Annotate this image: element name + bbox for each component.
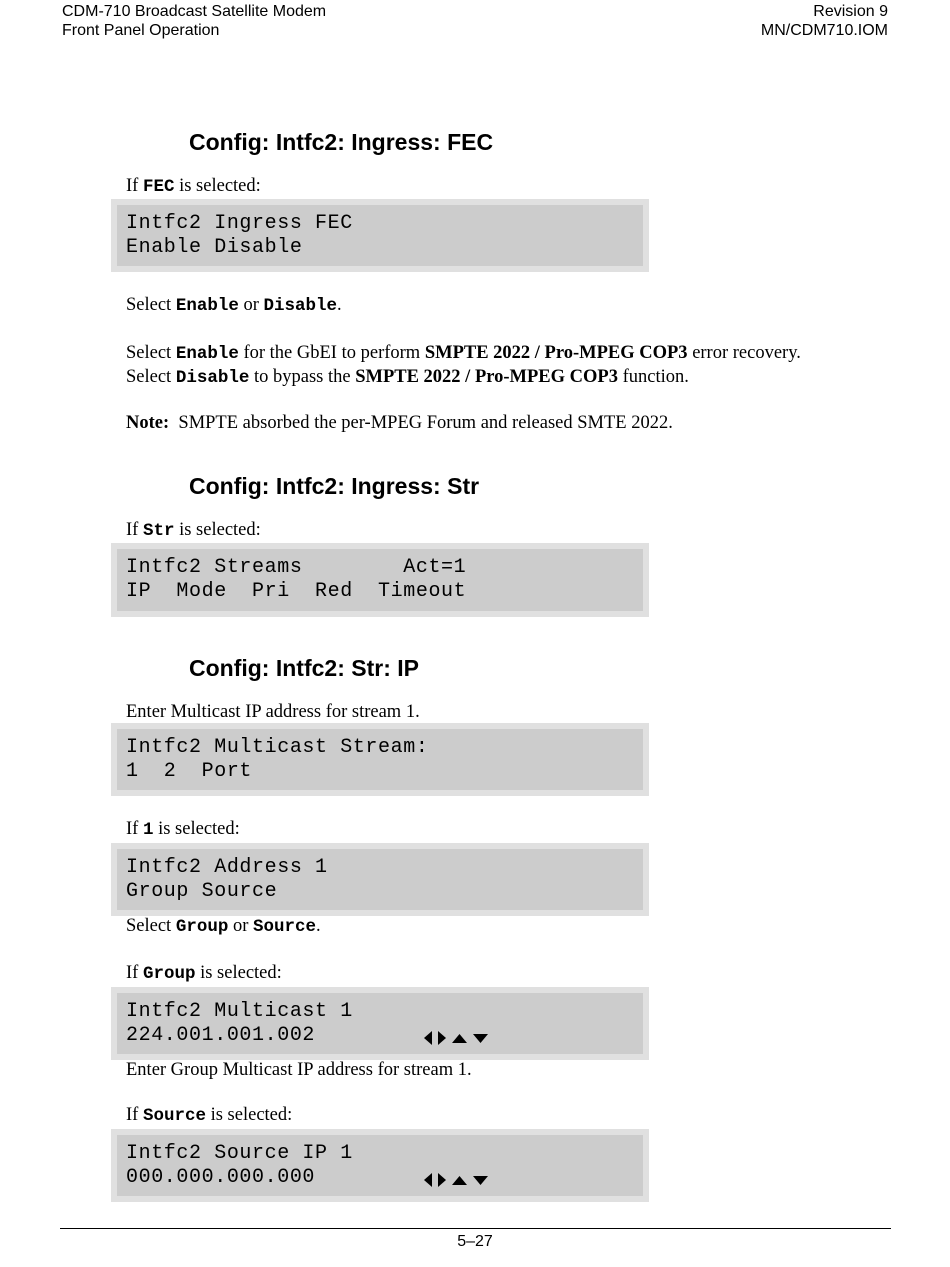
header-right [761, 2, 888, 40]
note-label: Note: [126, 413, 170, 433]
lcd-display-source-ip [111, 1129, 649, 1202]
header-revision: Revision 9 [813, 3, 888, 20]
fec-select-text: Select Enable or Disable. [126, 295, 342, 316]
lcd-display-streams [111, 543, 649, 617]
lcd-line-2: 000.000.000.000 [126, 1166, 316, 1189]
group-source-select-text: Select Group or Source. [126, 916, 321, 937]
up-arrow-icon [452, 1034, 467, 1043]
up-arrow-icon [452, 1176, 467, 1185]
down-arrow-icon [473, 1034, 488, 1043]
page-number: 5–27 [457, 1233, 493, 1250]
lcd-line-1: Intfc2 Streams Act=1 [126, 556, 467, 579]
lcd-line-2: 224.001.001.002 [126, 1024, 316, 1047]
down-arrow-icon [473, 1176, 488, 1185]
if-source-selected: If Source is selected: [126, 1105, 293, 1126]
lcd-line-2: IP Mode Pri Red Timeout [126, 580, 467, 603]
lcd-display-address [111, 843, 649, 916]
left-arrow-icon [424, 1173, 432, 1187]
arrow-keys [424, 1031, 488, 1045]
right-arrow-icon [438, 1173, 446, 1187]
header-left [62, 2, 326, 40]
header-doc-number: MN/CDM710.IOM [760, 22, 888, 39]
lcd-display-fec [111, 199, 649, 272]
lcd-line-1: Intfc2 Source IP 1 [126, 1142, 353, 1165]
lcd-line-2: Enable Disable [126, 236, 303, 259]
fec-intro: If FEC is selected: [126, 176, 261, 197]
right-arrow-icon [438, 1031, 446, 1045]
if-1-selected: If 1 is selected: [126, 819, 240, 840]
group-multicast-note: Enter Group Multicast IP address for stream 1. [126, 1060, 472, 1080]
left-arrow-icon [424, 1031, 432, 1045]
lcd-line-1: Intfc2 Address 1 [126, 856, 328, 879]
arrow-keys [424, 1173, 488, 1187]
header-section: Front Panel Operation [62, 22, 220, 39]
lcd-display-multicast-stream [111, 723, 649, 796]
section-title-fec: Config: Intfc2: Ingress: FEC [189, 129, 494, 155]
fec-disable-description: Select Disable to bypass the SMPTE 2022 / Pro-MPEG COP3 function. [126, 367, 689, 388]
lcd-line-1: Intfc2 Ingress FEC [126, 212, 353, 235]
if-group-selected: If Group is selected: [126, 963, 282, 984]
fec-note: Note: SMPTE absorbed the per-MPEG Forum and released SMTE 2022. [126, 413, 673, 433]
fec-enable-description: Select Enable for the GbEI to perform SMPTE 2022 / Pro-MPEG COP3 error recovery. [126, 343, 801, 364]
section-title-str: Config: Intfc2: Ingress: Str [189, 473, 480, 499]
lcd-line-2: Group Source [126, 880, 278, 903]
header-doc-title: CDM-710 Broadcast Satellite Modem [62, 3, 327, 20]
lcd-line-2: 1 2 Port [126, 760, 253, 783]
lcd-line-1: Intfc2 Multicast 1 [126, 1000, 353, 1023]
section-title-ip: Config: Intfc2: Str: IP [189, 655, 419, 681]
fec-code: FEC [142, 177, 175, 197]
ip-intro: Enter Multicast IP address for stream 1. [126, 702, 420, 722]
footer-rule [60, 1228, 891, 1229]
str-intro: If Str is selected: [126, 520, 261, 541]
lcd-display-group-multicast [111, 987, 649, 1060]
lcd-line-1: Intfc2 Multicast Stream: [126, 736, 429, 759]
